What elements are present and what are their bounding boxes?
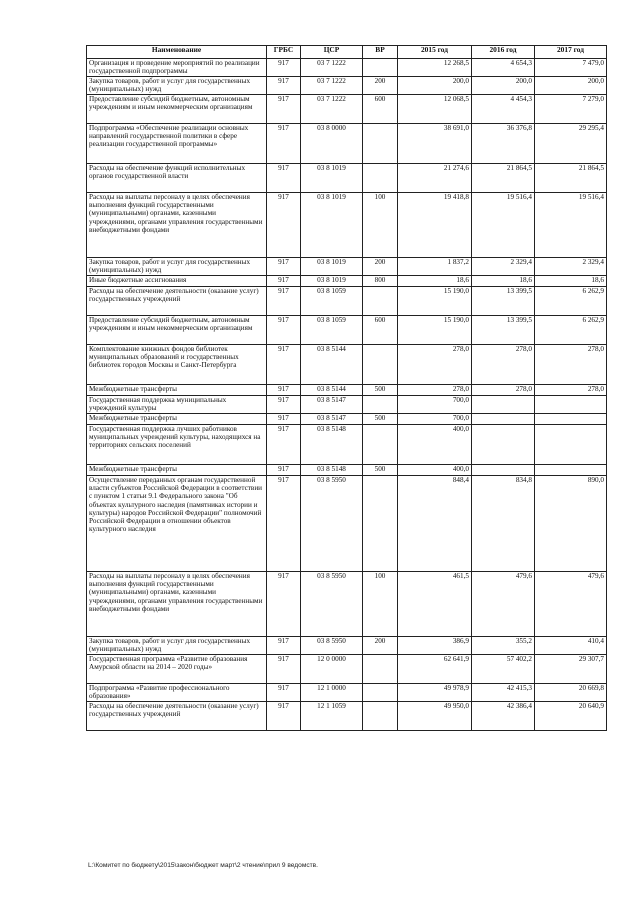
cell-csr: 03 7 1222 <box>301 77 363 95</box>
cell-name: Закупка товаров, работ и услуг для государственных (муниципальных) нужд <box>87 77 267 95</box>
cell-vr: 600 <box>363 316 398 345</box>
header-2016: 2016 год <box>472 46 535 59</box>
cell-csr: 03 8 5147 <box>301 414 363 425</box>
cell-grbs: 917 <box>267 59 301 77</box>
cell-2015: 21 274,6 <box>398 164 472 193</box>
cell-2016: 2 329,4 <box>472 258 535 276</box>
table-row <box>87 684 607 702</box>
cell-grbs: 917 <box>267 316 301 345</box>
cell-2015: 12 268,5 <box>398 59 472 77</box>
cell-name: Расходы на обеспечение функций исполнительных органов государственной власти <box>87 164 267 193</box>
cell-2017: 2 329,4 <box>535 258 607 276</box>
cell-vr <box>363 684 398 702</box>
cell-2015: 200,0 <box>398 77 472 95</box>
cell-name: Организация и проведение мероприятий по реализации государственной подпрограммы <box>87 59 267 77</box>
cell-2017 <box>535 396 607 414</box>
cell-name: Подпрограмма «Обеспечение реализации основных направлений государственной политики в сфере реализации государственной программы» <box>87 124 267 164</box>
cell-name: Расходы на выплаты персоналу в целях обеспечения выполнения функций государственными (муниципальными) органами, казенными учреждениями, органами управления государственными внебюджетными фондами <box>87 193 267 258</box>
cell-vr <box>363 287 398 316</box>
cell-csr: 03 8 5148 <box>301 425 363 465</box>
cell-csr: 03 8 5950 <box>301 637 363 655</box>
cell-2016: 479,6 <box>472 572 535 637</box>
cell-name: Комплектование книжных фондов библиотек муниципальных образований и государственных библиотек городов Москвы и Санкт-Петербурга <box>87 345 267 385</box>
cell-vr: 100 <box>363 572 398 637</box>
cell-2016: 36 376,8 <box>472 124 535 164</box>
cell-csr: 03 8 1059 <box>301 316 363 345</box>
cell-csr: 03 7 1222 <box>301 59 363 77</box>
cell-csr: 03 8 5950 <box>301 476 363 572</box>
cell-grbs: 917 <box>267 396 301 414</box>
cell-name: Государственная программа «Развитие образования Амурской области на 2014 – 2020 годы» <box>87 655 267 684</box>
cell-2015: 62 641,9 <box>398 655 472 684</box>
header-grbs: ГРБС <box>267 46 301 59</box>
cell-csr: 03 8 5144 <box>301 385 363 396</box>
cell-2016: 355,2 <box>472 637 535 655</box>
cell-2017: 20 669,8 <box>535 684 607 702</box>
cell-name: Расходы на обеспечение деятельности (оказание услуг) государственных учреждений <box>87 287 267 316</box>
cell-name: Расходы на выплаты персоналу в целях обеспечения выполнения функций государственными (муниципальными) органами, казенными учреждениями, органами управления государственными внебюджетными фондами <box>87 572 267 637</box>
cell-2015: 278,0 <box>398 345 472 385</box>
cell-grbs: 917 <box>267 702 301 731</box>
cell-name: Государственная поддержка лучших работников муниципальных учреждений культуры, находящихся на территориях сельских поселений <box>87 425 267 465</box>
cell-vr <box>363 345 398 385</box>
table-row <box>87 95 607 124</box>
file-path-footer: L:\Комитет по бюджету\2015\закон\бюджет март\2 чтение\прил 9 ведомств. <box>88 862 318 869</box>
cell-csr: 03 8 1019 <box>301 258 363 276</box>
cell-2016: 13 399,5 <box>472 287 535 316</box>
table-row <box>87 702 607 731</box>
cell-csr: 03 8 0000 <box>301 124 363 164</box>
cell-2017: 20 640,9 <box>535 702 607 731</box>
cell-csr: 12 1 0000 <box>301 684 363 702</box>
cell-2016: 18,6 <box>472 276 535 287</box>
table-row <box>87 345 607 385</box>
cell-vr <box>363 476 398 572</box>
cell-grbs: 917 <box>267 476 301 572</box>
cell-2017: 278,0 <box>535 345 607 385</box>
cell-2017: 21 864,5 <box>535 164 607 193</box>
cell-2017 <box>535 425 607 465</box>
cell-name: Закупка товаров, работ и услуг для государственных (муниципальных) нужд <box>87 258 267 276</box>
cell-name: Закупка товаров, работ и услуг для государственных (муниципальных) нужд <box>87 637 267 655</box>
cell-2017: 278,0 <box>535 385 607 396</box>
cell-csr: 03 8 1019 <box>301 164 363 193</box>
budget-table <box>86 45 607 731</box>
header-2015: 2015 год <box>398 46 472 59</box>
cell-2017: 18,6 <box>535 276 607 287</box>
cell-csr: 03 8 1019 <box>301 276 363 287</box>
table-row <box>87 59 607 77</box>
cell-grbs: 917 <box>267 655 301 684</box>
cell-2016: 21 864,5 <box>472 164 535 193</box>
cell-vr: 100 <box>363 193 398 258</box>
cell-2016: 834,8 <box>472 476 535 572</box>
table-row <box>87 414 607 425</box>
cell-name: Межбюджетные трансферты <box>87 385 267 396</box>
cell-name: Расходы на обеспечение деятельности (оказание услуг) государственных учреждений <box>87 702 267 731</box>
cell-2017: 479,6 <box>535 572 607 637</box>
cell-csr: 03 8 1019 <box>301 193 363 258</box>
cell-name: Межбюджетные трансферты <box>87 414 267 425</box>
cell-2016: 278,0 <box>472 345 535 385</box>
cell-2015: 12 068,5 <box>398 95 472 124</box>
cell-2016: 57 402,2 <box>472 655 535 684</box>
cell-csr: 03 8 5147 <box>301 396 363 414</box>
header-2017: 2017 год <box>535 46 607 59</box>
cell-2015: 49 950,0 <box>398 702 472 731</box>
cell-2016 <box>472 396 535 414</box>
cell-vr <box>363 396 398 414</box>
cell-2016 <box>472 425 535 465</box>
cell-name: Осуществление переданных органам государственной власти субъектов Российской Федерации в соответствии с пунктом 1 статьи 9.1 Федерального закона "Об объектах культурного наследия (памятниках истории и культуры) народов Российской Федерации" полномочий Российской Федерации в отношении объектов культурного наследия <box>87 476 267 572</box>
cell-2015: 400,0 <box>398 425 472 465</box>
cell-2017: 7 479,0 <box>535 59 607 77</box>
cell-2015: 1 837,2 <box>398 258 472 276</box>
table-row <box>87 385 607 396</box>
cell-2015: 700,0 <box>398 414 472 425</box>
cell-2015: 38 691,0 <box>398 124 472 164</box>
cell-grbs: 917 <box>267 258 301 276</box>
cell-csr: 12 0 0000 <box>301 655 363 684</box>
cell-grbs: 917 <box>267 95 301 124</box>
cell-vr: 500 <box>363 465 398 476</box>
cell-vr: 200 <box>363 637 398 655</box>
cell-grbs: 917 <box>267 684 301 702</box>
cell-2017: 19 516,4 <box>535 193 607 258</box>
cell-grbs: 917 <box>267 425 301 465</box>
cell-2015: 15 190,0 <box>398 287 472 316</box>
cell-vr <box>363 655 398 684</box>
cell-grbs: 917 <box>267 385 301 396</box>
cell-2016: 4 454,3 <box>472 95 535 124</box>
table-row <box>87 572 607 637</box>
cell-vr: 800 <box>363 276 398 287</box>
table-row <box>87 396 607 414</box>
cell-2016: 4 654,3 <box>472 59 535 77</box>
cell-grbs: 917 <box>267 465 301 476</box>
cell-name: Предоставление субсидий бюджетным, автономным учреждениям и иным некоммерческим организациям <box>87 316 267 345</box>
cell-name: Подпрограмма «Развитие профессионального образования» <box>87 684 267 702</box>
cell-name: Иные бюджетные ассигнования <box>87 276 267 287</box>
cell-2017 <box>535 414 607 425</box>
cell-2017: 410,4 <box>535 637 607 655</box>
header-name: Наименование <box>87 46 267 59</box>
cell-2016: 200,0 <box>472 77 535 95</box>
cell-vr <box>363 59 398 77</box>
table-row <box>87 276 607 287</box>
cell-vr <box>363 124 398 164</box>
cell-2016 <box>472 465 535 476</box>
cell-2017: 6 262,9 <box>535 287 607 316</box>
header-vr: ВР <box>363 46 398 59</box>
table-row <box>87 124 607 164</box>
header-csr: ЦСР <box>301 46 363 59</box>
cell-2017: 890,0 <box>535 476 607 572</box>
cell-name: Предоставление субсидий бюджетным, автономным учреждениям и иным некоммерческим организациям <box>87 95 267 124</box>
cell-grbs: 917 <box>267 345 301 385</box>
cell-2016: 42 386,4 <box>472 702 535 731</box>
cell-2015: 848,4 <box>398 476 472 572</box>
table-row <box>87 465 607 476</box>
cell-csr: 03 8 5148 <box>301 465 363 476</box>
cell-2015: 700,0 <box>398 396 472 414</box>
cell-csr: 03 8 5950 <box>301 572 363 637</box>
cell-vr: 200 <box>363 77 398 95</box>
table-row <box>87 164 607 193</box>
cell-csr: 12 1 1059 <box>301 702 363 731</box>
cell-name: Межбюджетные трансферты <box>87 465 267 476</box>
cell-vr: 600 <box>363 95 398 124</box>
cell-grbs: 917 <box>267 637 301 655</box>
cell-2015: 18,6 <box>398 276 472 287</box>
cell-2016 <box>472 414 535 425</box>
table-row <box>87 316 607 345</box>
cell-grbs: 917 <box>267 572 301 637</box>
cell-2016: 19 516,4 <box>472 193 535 258</box>
cell-csr: 03 8 1059 <box>301 287 363 316</box>
cell-2015: 461,5 <box>398 572 472 637</box>
cell-2017: 6 262,9 <box>535 316 607 345</box>
table-row <box>87 425 607 465</box>
cell-2015: 400,0 <box>398 465 472 476</box>
cell-vr: 500 <box>363 385 398 396</box>
cell-2017: 200,0 <box>535 77 607 95</box>
cell-grbs: 917 <box>267 193 301 258</box>
cell-2015: 19 418,8 <box>398 193 472 258</box>
table-row <box>87 637 607 655</box>
cell-csr: 03 8 5144 <box>301 345 363 385</box>
cell-2015: 49 978,9 <box>398 684 472 702</box>
table-body <box>87 59 607 731</box>
cell-grbs: 917 <box>267 276 301 287</box>
cell-2017 <box>535 465 607 476</box>
cell-2017: 29 295,4 <box>535 124 607 164</box>
cell-vr <box>363 425 398 465</box>
cell-2015: 386,9 <box>398 637 472 655</box>
cell-2016: 278,0 <box>472 385 535 396</box>
table-row <box>87 258 607 276</box>
cell-vr <box>363 702 398 731</box>
cell-grbs: 917 <box>267 414 301 425</box>
cell-vr <box>363 164 398 193</box>
table-row <box>87 476 607 572</box>
cell-2017: 29 307,7 <box>535 655 607 684</box>
cell-vr: 200 <box>363 258 398 276</box>
cell-grbs: 917 <box>267 287 301 316</box>
cell-2017: 7 279,0 <box>535 95 607 124</box>
cell-grbs: 917 <box>267 77 301 95</box>
cell-2015: 278,0 <box>398 385 472 396</box>
cell-name: Государственная поддержка муниципальных учреждений культуры <box>87 396 267 414</box>
cell-csr: 03 7 1222 <box>301 95 363 124</box>
table-row <box>87 287 607 316</box>
cell-2016: 13 399,5 <box>472 316 535 345</box>
table-header-row <box>87 46 607 59</box>
cell-2016: 42 415,3 <box>472 684 535 702</box>
table-row <box>87 77 607 95</box>
cell-grbs: 917 <box>267 164 301 193</box>
table-row <box>87 655 607 684</box>
table-row <box>87 193 607 258</box>
cell-vr: 500 <box>363 414 398 425</box>
cell-grbs: 917 <box>267 124 301 164</box>
cell-2015: 15 190,0 <box>398 316 472 345</box>
